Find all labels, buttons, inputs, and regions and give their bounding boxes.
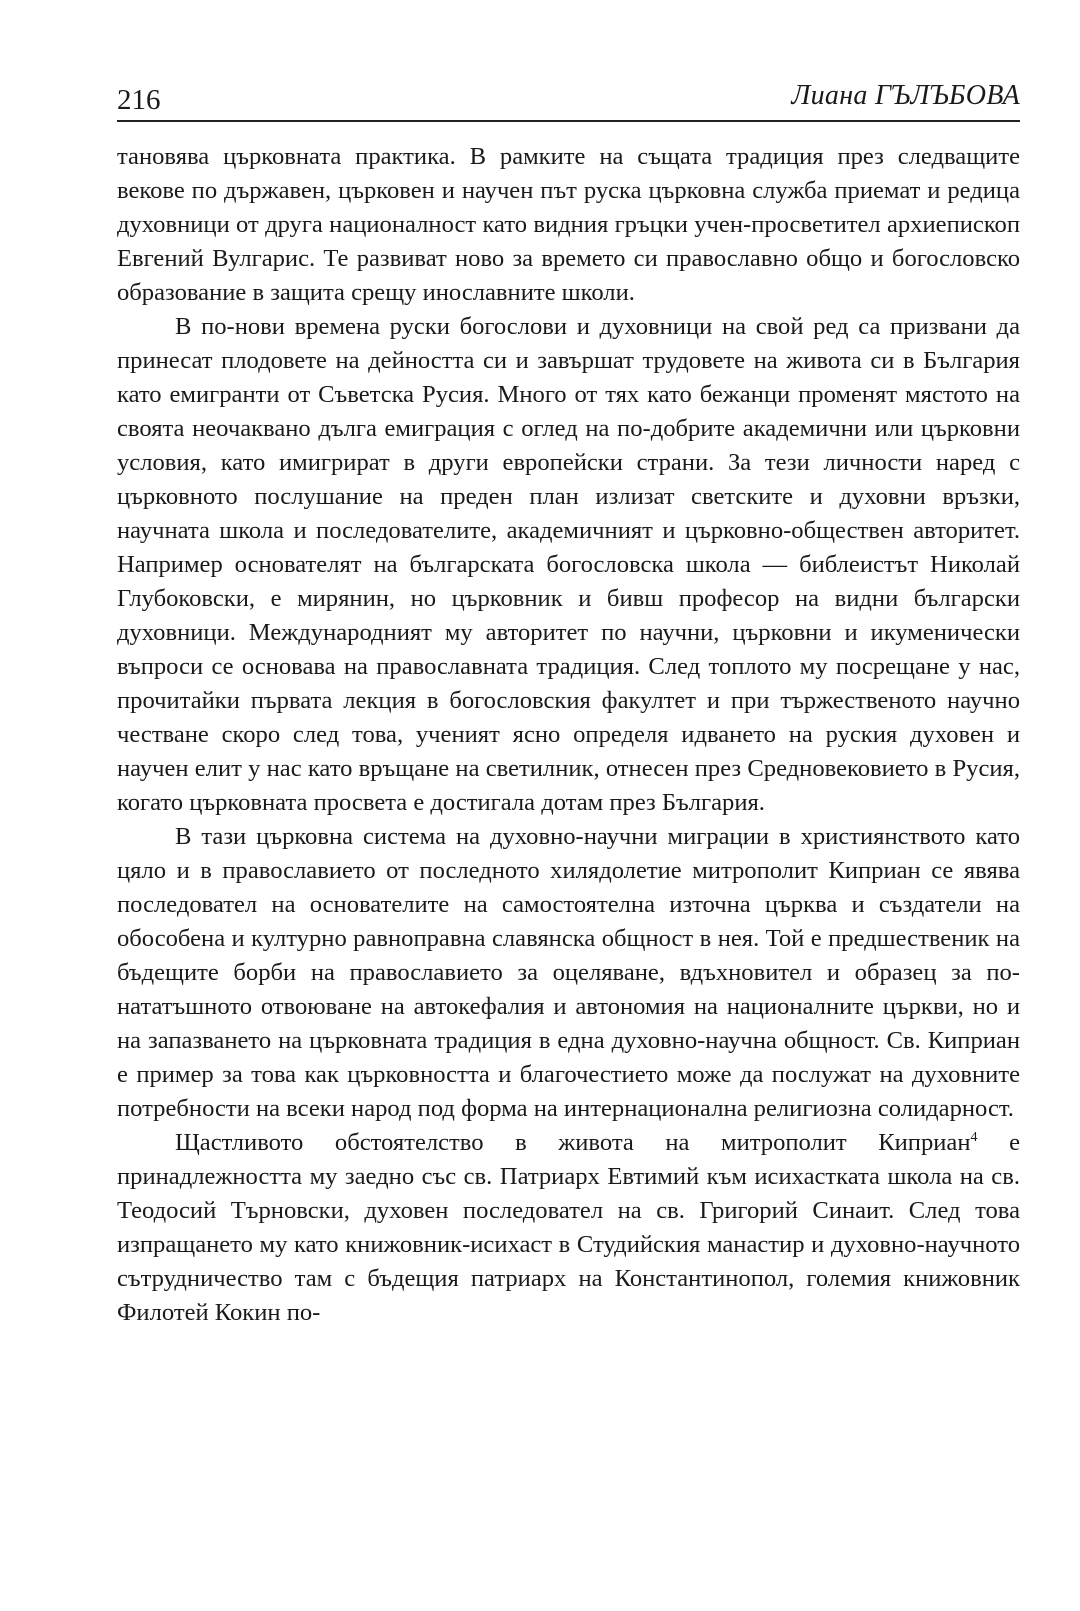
page-header (117, 76, 1020, 122)
paragraph-continuation: тановява църковната практика. В рамките на същата традиция през следващите векове по държавен, църковен и научен път руска църковна служба приемат и редица духовници от друга националност като видния гръцки учен-просветител архиепископ Евгений Вулгарис. Те развиват ново за времето си православно общо и богословско образование в защита срещу инославните школи. (117, 143, 1020, 306)
footnote-marker: 4 (970, 1129, 978, 1145)
running-head: Лиана ГЪЛЪБОВА (791, 80, 1020, 111)
body-text (117, 140, 1020, 1330)
page-number: 216 (117, 84, 161, 116)
paragraph-kiprian-start: Щастливото обстоятелство в живота на митрополит Киприан (175, 1129, 971, 1156)
paragraph-emigrants: В по-нови времена руски богослови и духовници на свой ред са призвани да принесат плодовете на дейността си и завършат трудовете на живота си в България като емигранти от Съветска Русия. Много от тях като бежанци променят мястото на своята неочаквано дълга емиграция с оглед на по-добрите академични или църковни условия, като имигрират в други европейски страни. За тези личности наред с църковното послушание на преден план излизат светските и духовни връзки, научната школа и последователите, академичният и църковно-обществен авторитет. Например основателят на българската богословска школа — библеистът Николай Глубоковски, е мирянин, но църковник и бивш професор на видни български духовници. Международният му авторитет по научни, църковни и икуменически въпроси се основава на православната традиция. След топлото му посрещане у нас, прочитайки първата лекция в богословския факултет и при тържественото научно честване скоро след това, ученият ясно определя идването на руския духовен и научен елит у нас като връщане на светилник, отнесен през Средновековието в Русия, когато църковната просвета е достигала дотам през България. (117, 313, 1020, 816)
paragraph-migrations: В тази църковна система на духовно-научни миграции в християнството като цяло и в православието от последното хилядолетие митрополит Киприан се явява последовател на основателите на самостоятелна източна църква и създатели на обособена и културно равноправна славянска общност в нея. Той е предшественик на бъдещите борби на православието за оцеляване, вдъхновител и образец за по-нататъшното отвоюване на автокефалия и автономия на националните църкви, но и на запазването на църковната традиция в една духовно-научна общност. Св. Киприан е пример за това как църковността и благочестието може да послужат на духовните потребности на всеки народ под форма на интернационална религиозна солидарност. (117, 823, 1020, 1122)
paragraph-kiprian-rest: е принадлежността му заедно със св. Патриарх Евтимий към исихастката школа на св. Теодосий Търновски, духовен последовател на св. Григорий Синаит. След това изпращането му като книжовник-исихаст в Студийския манастир и духовно-научното сътрудничество там с бъдещия патриарх на Константинопол, големия книжовник Филотей Кокин по- (117, 1129, 1020, 1326)
paragraph-kiprian (117, 1126, 1020, 1330)
